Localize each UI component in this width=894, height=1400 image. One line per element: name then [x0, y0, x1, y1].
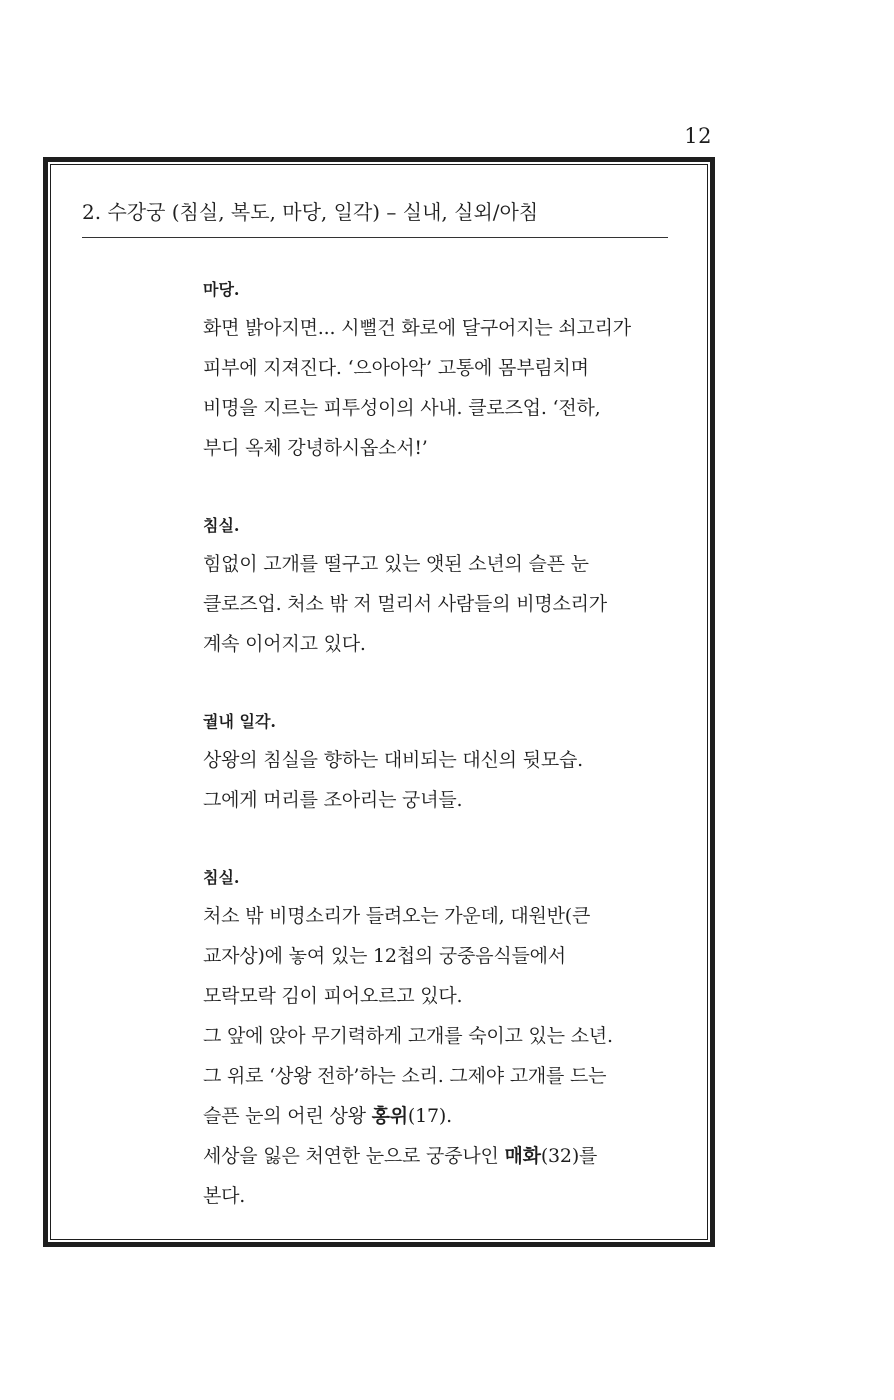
line-text: (32)를 [540, 1145, 598, 1167]
action-line: 본다. [203, 1185, 246, 1207]
action-line: 화면 밝아지면... 시뻘건 화로에 달구어지는 쇠고리가 [203, 317, 631, 339]
action-line [203, 1096, 673, 1136]
location-label: 침실. [203, 516, 240, 535]
character-name-maehwa: 매화 [504, 1145, 541, 1167]
script-body [203, 276, 673, 1260]
page-number: 12 [684, 124, 712, 148]
location-label: 궐내 일각. [203, 712, 276, 731]
line-text: 슬픈 눈의 어린 상왕 [203, 1105, 372, 1127]
action-line: 계속 이어지고 있다. [203, 633, 366, 655]
action-line: 그 위로 ‘상왕 전하’하는 소리. 그제야 고개를 드는 [203, 1065, 607, 1087]
action-line: 그에게 머리를 조아리는 궁녀들. [203, 789, 463, 811]
scene-block-chimsil-2 [203, 864, 673, 1216]
scene-block-chimsil-1 [203, 512, 673, 664]
action-line: 힘없이 고개를 떨구고 있는 앳된 소년의 슬픈 눈 [203, 553, 589, 575]
scene-block-gwolnae [203, 708, 673, 820]
action-line: 그 앞에 앉아 무기력하게 고개를 숙이고 있는 소년. [203, 1025, 613, 1047]
action-line [203, 1136, 673, 1176]
line-text: (17). [407, 1105, 452, 1127]
action-line: 모락모락 김이 피어오르고 있다. [203, 985, 463, 1007]
action-line: 비명을 지르는 피투성이의 사내. 클로즈업. ‘전하, [203, 397, 601, 419]
line-text: 세상을 잃은 처연한 눈으로 궁중나인 [203, 1145, 505, 1167]
location-label: 침실. [203, 868, 240, 887]
scene-heading: 2. 수강궁 (침실, 복도, 마당, 일각) – 실내, 실외/아침 [82, 200, 539, 224]
action-line: 부디 옥체 강녕하시옵소서!’ [203, 437, 428, 459]
heading-divider [82, 237, 668, 238]
character-name-hongwi: 홍위 [371, 1105, 408, 1127]
action-line: 클로즈업. 처소 밖 저 멀리서 사람들의 비명소리가 [203, 593, 607, 615]
action-line: 처소 밖 비명소리가 들려오는 가운데, 대원반(큰 [203, 905, 591, 927]
location-label: 마당. [203, 280, 240, 299]
action-line: 상왕의 침실을 향하는 대비되는 대신의 뒷모습. [203, 749, 583, 771]
action-line: 교자상)에 놓여 있는 12첩의 궁중음식들에서 [203, 945, 566, 967]
scene-block-madang [203, 276, 673, 468]
action-line: 피부에 지져진다. ‘으아아악’ 고통에 몸부림치며 [203, 357, 589, 379]
